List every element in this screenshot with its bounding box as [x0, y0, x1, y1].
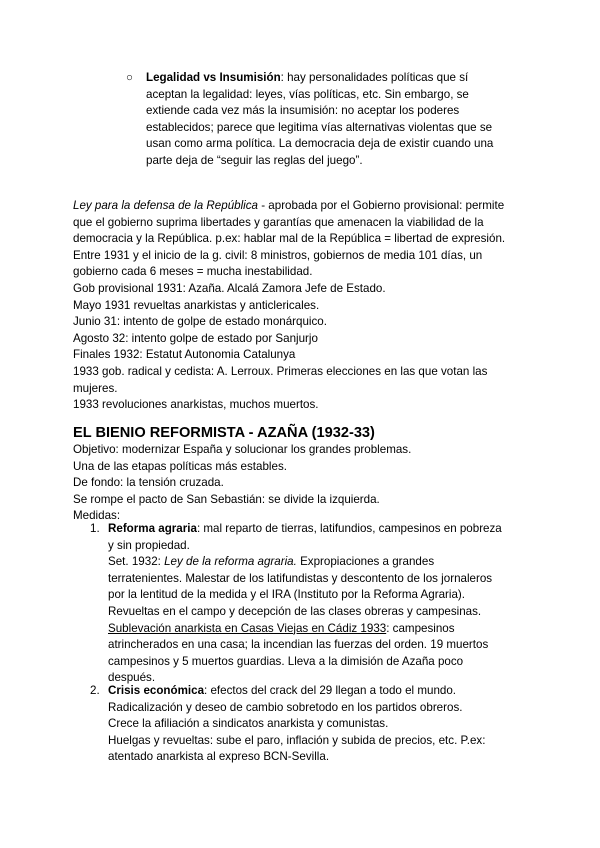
item-line: campesinos y 5 muertos guardias. Lleva a la dimisión de Azaña poco	[108, 654, 464, 668]
item-line: Crece la afiliación a sindicatos anarkista y comunistas.	[108, 717, 389, 731]
section-heading: EL BIENIO REFORMISTA - AZAÑA (1932-33)	[73, 425, 375, 441]
intro-line: Se rompe el pacto de San Sebastián: se divide la izquierda.	[73, 492, 380, 506]
chronology-line: mujeres.	[73, 381, 118, 395]
item-line: Expropiaciones a grandes	[296, 555, 435, 569]
bullet-line: parte deja de “seguir las reglas del juego”.	[146, 153, 363, 167]
chronology-line: Junio 31: intento de golpe de estado monárquico.	[73, 315, 327, 329]
item-line: terratenientes. Malestar de los latifundistas y descontento de los jornaleros	[108, 571, 493, 585]
intro-line: De fondo: la tensión cruzada.	[73, 476, 224, 490]
item-line: después.	[108, 671, 156, 685]
chronology-line: Gob provisional 1931: Azaña. Alcalá Zamora Jefe de Estado.	[73, 281, 386, 295]
item-line: y sin propiedad.	[108, 538, 190, 552]
ley-title: Ley para la defensa de la República	[73, 199, 258, 212]
item-line: atentado anarkista al expreso BCN-Sevilla.	[108, 750, 330, 764]
intro-paragraph	[73, 442, 533, 525]
list-item-reforma-agraria	[90, 521, 530, 687]
list-item-crisis-economica	[90, 683, 530, 766]
item-line: Radicalización y deseo de cambio sobretodo en los partidos obreros.	[108, 700, 463, 714]
intro-line: Una de las etapas políticas más estables.	[73, 459, 287, 473]
item-line: : campesinos	[386, 621, 455, 635]
item-line: : mal reparto de tierras, latifundios, campesinos en pobreza	[196, 522, 502, 535]
item-title: Crisis económica	[108, 684, 205, 697]
chronology-line: Finales 1932: Estatut Autonomia Catalunya	[73, 348, 296, 362]
item-line: por la lentitud de la medida y el IRA (Instituto por la Reforma Agraria).	[108, 588, 466, 602]
chronology-line: gobierno cada 6 meses = mucha inestabilidad.	[73, 265, 313, 279]
legalidad-bullet	[126, 70, 516, 170]
chronology-line: 1933 gob. radical y cedista: A. Lerroux. Primeras elecciones en las que votan las	[73, 364, 488, 378]
ley-line: que el gobierno suprima libertades y garantías que amenacen la viabilidad de la	[73, 215, 484, 229]
ley-reforma-agraria: Ley de la reforma agraria.	[164, 555, 297, 569]
item-line: Huelgas y revueltas: sube el paro, inflación y subida de precios, etc. P.ex:	[108, 733, 486, 747]
intro-line: Objetivo: modernizar España y solucionar los grandes problemas.	[73, 443, 412, 456]
item-line: atrincherados en una casa; la incendian las fuerzas del orden. 19 muertos	[108, 638, 489, 652]
list-number: 2.	[90, 684, 100, 697]
item-line: Revueltas en el campo y decepción de las clases obreras y campesinas.	[108, 604, 482, 618]
ley-line: democracia y la República. p.ex: hablar mal de la República = libertad de expresión.	[73, 232, 506, 246]
circle-bullet-icon: ○	[126, 71, 134, 84]
item-title: Reforma agraria	[108, 522, 197, 535]
bullet-line: extiende cada vez más la insumisión: no aceptar los poderes	[146, 104, 460, 118]
chronology-line: Agosto 32: intento golpe de estado por Sanjurjo	[73, 331, 318, 345]
chronology-line: 1933 revoluciones anarkistas, muchos muertos.	[73, 398, 319, 412]
bullet-line: usan como arma política. La democracia deja de existir cuando una	[146, 137, 494, 151]
list-number: 1.	[90, 522, 100, 535]
chronology-line: Entre 1931 y el inicio de la g. civil: 8 ministros, gobiernos de media 101 días, un	[73, 248, 483, 262]
bullet-line: : hay personalidades políticas que sí	[280, 71, 469, 84]
bullet-title: Legalidad vs Insumisión	[146, 71, 281, 84]
chronology-line: Mayo 1931 revueltas anarkistas y anticlericales.	[73, 298, 320, 312]
ley-and-chronology	[73, 198, 533, 414]
intro-line: Medidas:	[73, 509, 121, 523]
bullet-paragraph	[126, 70, 516, 170]
item-line: Set. 1932:	[108, 555, 165, 569]
bullet-line: establecidos; parece que legitima vías alternativas violentas que se	[146, 120, 493, 134]
ley-line: - aprobada por el Gobierno provisional: permite	[258, 199, 505, 212]
underlined-event: Sublevación anarkista en Casas Viejas en Cádiz 1933	[108, 621, 387, 635]
item-line: : efectos del crack del 29 llegan a todo el mundo.	[204, 684, 457, 697]
bullet-line: aceptan la legalidad: leyes, vías políticas, etc. Sin embargo, se	[146, 87, 469, 101]
